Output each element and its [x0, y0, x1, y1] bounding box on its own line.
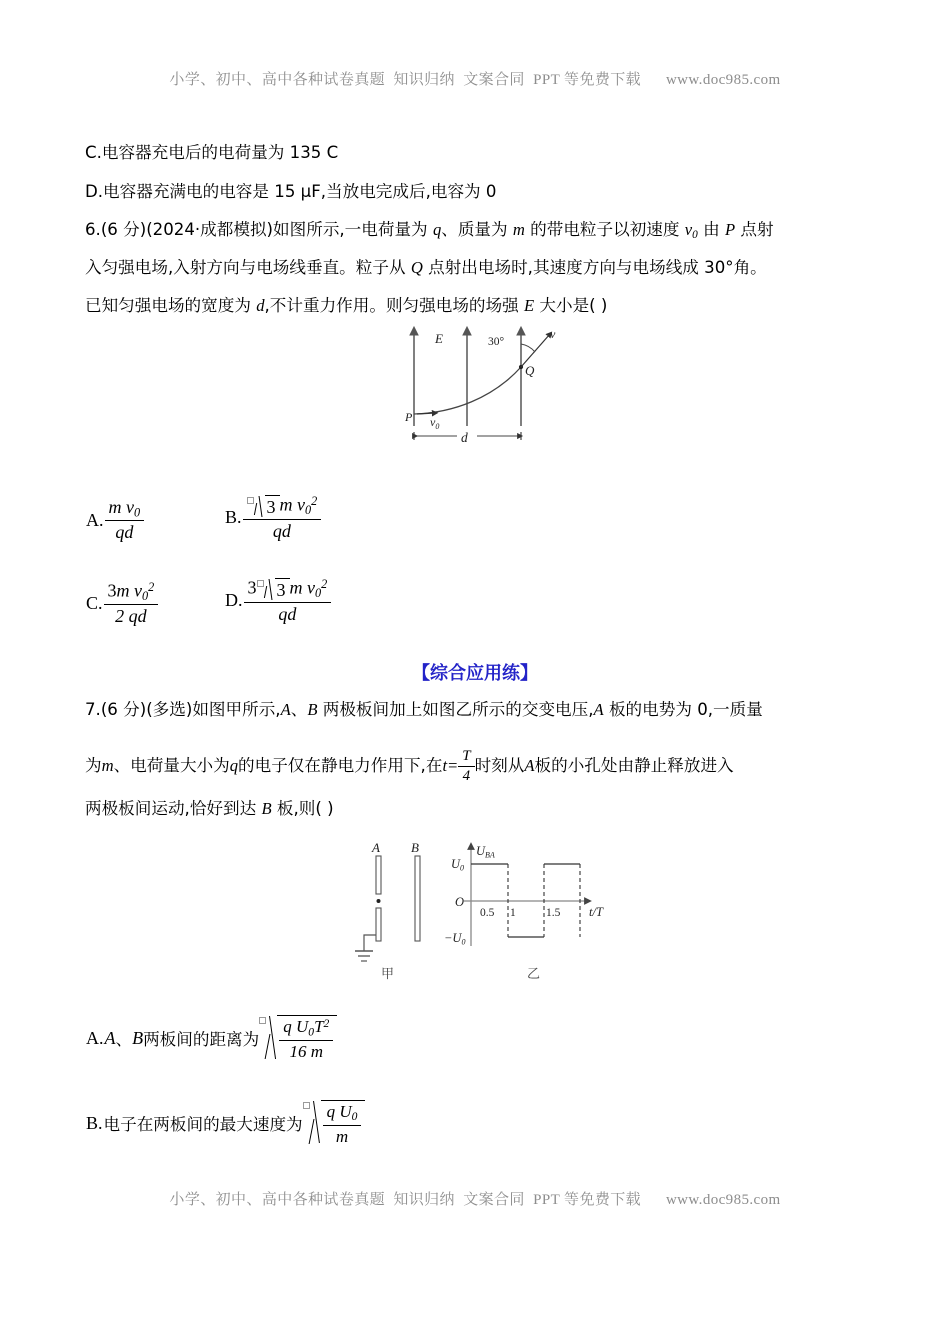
- q6-var-Q: Q: [410, 258, 423, 277]
- q7-option-a-key: A.: [86, 1027, 104, 1048]
- plate-B: [415, 856, 420, 941]
- q7-l3-b: 板,则( ): [271, 799, 334, 818]
- q7-l2-d: 时刻从: [474, 756, 525, 776]
- q7-opt-a-text: 两板间的距离为: [143, 1030, 260, 1050]
- waveform-tick-1p5: 1.5: [546, 907, 561, 919]
- q7-frac-num: T: [458, 748, 474, 767]
- q6-var-d: d: [256, 296, 265, 315]
- q6-opt-c-num-sub: 0: [142, 588, 149, 603]
- q7-l2-c: 的电子仅在静电力作用下,在: [238, 756, 443, 776]
- q6-opt-a-num-txt: m v: [108, 497, 134, 517]
- q7-var-m: m: [101, 756, 114, 776]
- q7-opt-a-sep: 、: [115, 1030, 133, 1050]
- q7-option-a[interactable]: [86, 1015, 337, 1061]
- q7-stem-line1: [85, 702, 885, 719]
- sqrt-icon: [303, 1100, 366, 1146]
- q6-l1-a: 6.(6 分)(2024·成都模拟)如图所示,一电荷量为: [85, 220, 433, 239]
- q6-opt-d-radicand: 3: [275, 578, 290, 601]
- q6-option-d-num: [244, 577, 332, 603]
- q7-opt-a-varB: B: [132, 1027, 144, 1048]
- q7-opt-a-den: 16 m: [289, 1041, 324, 1061]
- plate-A-upper: [376, 856, 381, 894]
- q6-option-b-num: [243, 494, 322, 520]
- q7-opt-b-fraction: [323, 1102, 362, 1146]
- q6-option-c-key: C.: [86, 592, 103, 613]
- q6-l3-b: ,不计重力作用。则匀强电场的场强: [264, 296, 524, 315]
- q5-option-d-text: D.电容器充满电的电容是 15 μF,当放电完成后,电容为 0: [85, 182, 497, 201]
- q7-opt-b-num: [323, 1102, 362, 1126]
- q6-var-v0: v: [684, 220, 693, 239]
- q7-fraction-T-over-4: [458, 748, 474, 786]
- q6-stem-line1: [85, 222, 885, 241]
- q6-option-c[interactable]: [86, 580, 158, 627]
- q7-opt-b-num-sub: 0: [351, 1110, 358, 1124]
- q6-opt-b-radicand: 3: [265, 495, 280, 518]
- q6-opt-d-num-txt: m v: [289, 577, 315, 598]
- q7-l1-b: 、: [290, 700, 308, 719]
- q7-opt-a-radicand: [277, 1015, 337, 1061]
- q6-opt-c-num-sup: 2: [148, 580, 155, 594]
- section-heading: 【综合应用练】: [412, 663, 538, 684]
- q7-opt-b-den: m: [335, 1126, 349, 1146]
- figure-jia-caption: 甲: [381, 967, 395, 980]
- q7-opt-a-num-sup: 2: [323, 1017, 330, 1030]
- q6-opt-b-num-sub: 0: [305, 502, 312, 517]
- point-label-P: P: [405, 410, 413, 424]
- ground-wire: [364, 935, 376, 951]
- figure-yi-caption: 乙: [527, 967, 541, 980]
- q7-frac-den: 4: [462, 768, 471, 785]
- q6-option-b-fraction: [243, 494, 322, 541]
- q7-var-B2: B: [261, 799, 272, 818]
- q7-stem-line3: [85, 801, 885, 818]
- q6-var-v0-sub: 0: [692, 229, 698, 242]
- q7-l2-a: 为: [85, 756, 102, 776]
- q6-l2-b: 点射出电场时,其速度方向与电场线成 30°角。: [422, 258, 767, 277]
- q7-l1-a: 7.(6 分)(多选)如图甲所示,: [85, 700, 281, 719]
- figure-plates-and-waveform: [352, 838, 642, 978]
- q6-option-a-key: A.: [86, 509, 104, 530]
- q7-opt-a-fraction: [279, 1017, 333, 1061]
- v-arrow: [521, 334, 550, 367]
- q7-opt-b-num-q: q U: [326, 1102, 352, 1121]
- q6-option-d[interactable]: [225, 577, 331, 624]
- sqrt-icon: [257, 578, 290, 601]
- q7-opt-a-num-q: q U: [283, 1017, 309, 1037]
- field-label-E: E: [435, 331, 443, 346]
- q7-l1-c: 两极板间加上如图乙所示的交变电压,: [317, 700, 594, 719]
- q7-option-b-key: B.: [86, 1112, 103, 1133]
- q6-option-d-fraction: [244, 577, 332, 624]
- q7-opt-b-text: 电子在两板间的最大速度为: [103, 1115, 303, 1135]
- watermark-bottom: 小学、初中、高中各种试卷真题 知识归纳 文案合同 PPT 等免费下载 www.doc985.com: [169, 1192, 781, 1208]
- q6-option-a-num: [105, 497, 145, 521]
- q6-opt-c-num-txt: m v: [116, 580, 143, 601]
- q7-l3-a: 两极板间运动,恰好到达: [85, 799, 262, 818]
- q6-l1-c: 的带电粒子以初速度: [524, 220, 685, 239]
- q6-opt-a-num-sub: 0: [134, 505, 141, 520]
- q6-option-a-fraction: [105, 497, 145, 543]
- waveform-tick-1: 1: [510, 907, 516, 919]
- q7-opt-a-num-sub: 0: [308, 1025, 315, 1039]
- figure2-svg: [352, 838, 642, 980]
- q6-var-q: q: [432, 220, 442, 239]
- q6-var-E: E: [523, 296, 535, 315]
- q7-var-B: B: [307, 700, 318, 719]
- q6-opt-d-num-sup: 2: [321, 577, 328, 591]
- q7-var-A2: A: [593, 700, 604, 719]
- q6-option-d-key: D.: [225, 590, 243, 611]
- q5-option-c-text: C.电容器充电后的电荷量为 135 C: [85, 143, 339, 162]
- q6-l1-b: 、质量为: [441, 220, 513, 239]
- waveform-tick-0p5: 0.5: [480, 907, 495, 919]
- v0-label: $v_0$: [430, 415, 440, 431]
- waveform-y-label: $U_{BA}$: [476, 844, 495, 860]
- q7-var-t: t=: [442, 756, 459, 776]
- q6-option-d-den: qd: [278, 603, 297, 624]
- q7-l2-e: 板的小孔处由静止释放进入: [534, 756, 734, 776]
- q6-opt-c-coeff: 3: [107, 580, 117, 601]
- q6-option-a-den: qd: [115, 522, 134, 543]
- q7-var-A: A: [280, 700, 291, 719]
- q7-opt-a-varA: A: [104, 1027, 116, 1048]
- q6-opt-b-num-txt: m v: [279, 494, 306, 515]
- v-label: v: [550, 327, 556, 341]
- q7-l2-b: 、电荷量大小为: [113, 756, 230, 776]
- q7-option-b[interactable]: [86, 1100, 365, 1146]
- sqrt-icon: [259, 1015, 337, 1061]
- q7-opt-a-num-T: T: [314, 1017, 324, 1037]
- q6-opt-d-coeff: 3: [247, 577, 257, 598]
- q6-var-m: m: [512, 220, 525, 239]
- q6-stem-line3: [85, 298, 885, 315]
- waveform-tick-U0-neg: $-U_0$: [444, 931, 466, 947]
- sqrt-icon: [247, 495, 280, 518]
- figure-uniform-field-svg: [395, 322, 575, 452]
- q6-option-c-fraction: [104, 580, 159, 627]
- q6-var-P: P: [724, 220, 736, 239]
- q7-opt-b-radicand: [321, 1100, 366, 1146]
- q7-var-q: q: [229, 756, 239, 776]
- q7-opt-a-num: [279, 1017, 333, 1041]
- waveform-origin-label: O: [455, 895, 465, 909]
- q6-option-a[interactable]: [86, 497, 144, 543]
- angle-label-30: 30°: [488, 336, 505, 348]
- q6-stem-line2: [85, 260, 885, 277]
- figure-uniform-field: [395, 322, 575, 452]
- q7-var-A3: A: [524, 756, 535, 776]
- point-label-Q: Q: [525, 363, 535, 378]
- watermark-top: 小学、初中、高中各种试卷真题 知识归纳 文案合同 PPT 等免费下载 www.doc985.com: [169, 72, 781, 88]
- q7-stem-line2: [85, 748, 885, 786]
- plate-A-hole: [377, 899, 381, 903]
- waveform-x-label: t/T: [589, 905, 603, 919]
- q6-option-c-den: 2 qd: [115, 605, 147, 626]
- plate-B-label: B: [411, 840, 419, 855]
- q6-option-b[interactable]: [225, 494, 321, 541]
- q6-l1-d: 由: [697, 220, 725, 239]
- q5-option-d: [85, 184, 885, 201]
- q6-l3-c: 大小是( ): [534, 296, 608, 315]
- dim-label-d: d: [461, 430, 468, 445]
- q6-l1-e: 点射: [735, 220, 774, 239]
- q6-opt-b-num-sup: 2: [311, 494, 318, 508]
- q6-l3-a: 已知匀强电场的宽度为: [85, 296, 257, 315]
- plate-A-lower: [376, 908, 381, 941]
- q5-option-c: [85, 145, 885, 162]
- angle-arc: [521, 344, 535, 352]
- q6-option-c-num: [104, 580, 159, 605]
- q6-option-b-key: B.: [225, 507, 242, 528]
- q6-opt-d-num-sub: 0: [315, 585, 322, 600]
- q7-l1-d: 板的电势为 0,一质量: [603, 700, 763, 719]
- plate-A-label: A: [372, 840, 380, 855]
- q6-l2-a: 入匀强电场,入射方向与电场线垂直。粒子从: [85, 258, 411, 277]
- q6-option-b-den: qd: [272, 520, 291, 541]
- waveform-tick-U0-pos: $U_0$: [451, 857, 465, 873]
